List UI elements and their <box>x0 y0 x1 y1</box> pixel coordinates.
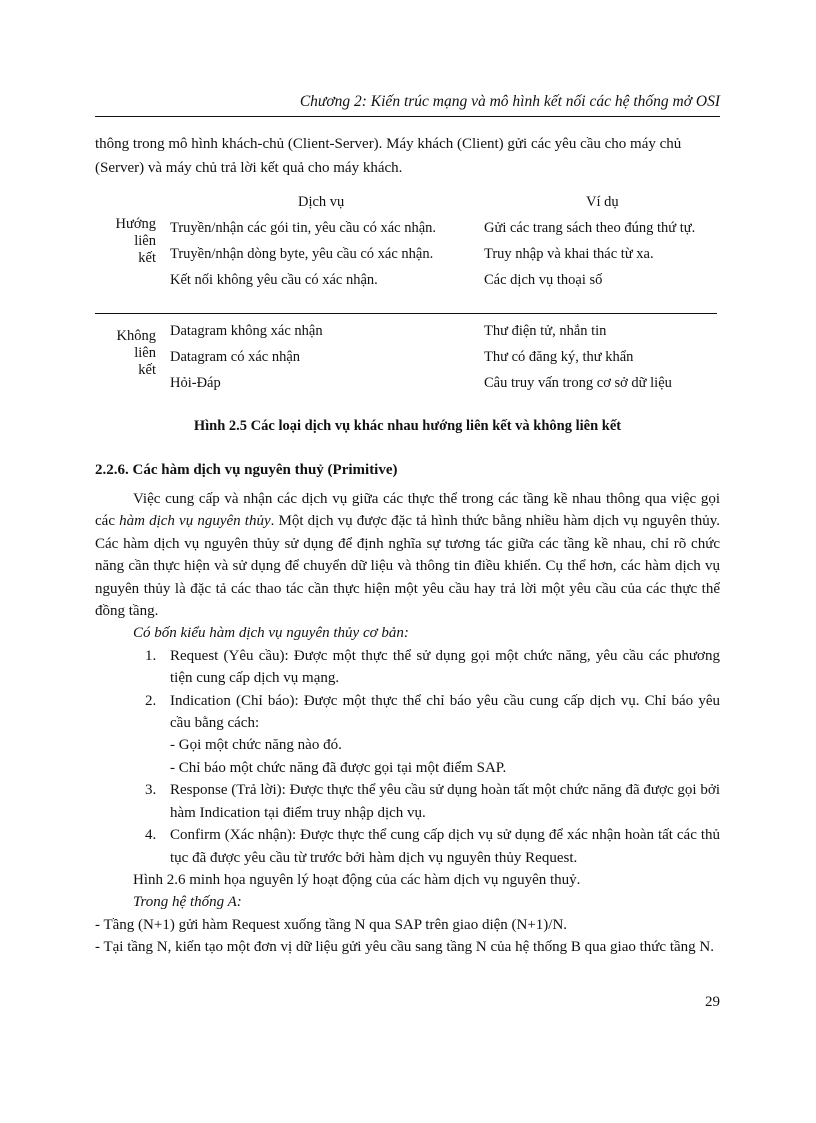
list-number: 2. <box>145 692 157 709</box>
step-text: - Tầng (N+1) gửi hàm Request xuống tầng N qua SAP trên giao diện (N+1)/N. <box>95 916 568 933</box>
group-label-line: Không <box>116 328 156 344</box>
page-number: 29 <box>705 994 720 1010</box>
section-heading: 2.2.6. Các hàm dịch vụ nguyên thuỷ (Primitive) <box>95 462 398 478</box>
column-header-example: Ví dụ <box>586 194 619 210</box>
header-rule <box>95 116 720 117</box>
group-label-connectionless <box>96 328 156 379</box>
intro-paragraph <box>95 132 720 180</box>
group-label-line: Hướng <box>115 216 156 232</box>
list-item <box>95 645 720 690</box>
kinds-intro: Có bốn kiểu hàm dịch vụ nguyên thủy cơ bản: <box>133 625 409 642</box>
group-label-line: kết <box>138 250 156 266</box>
list-item <box>95 690 720 735</box>
example-cell: Các dịch vụ thoại số <box>484 272 603 288</box>
group-label-connection-oriented <box>96 216 156 267</box>
group-label-line: kết <box>138 362 156 378</box>
sub-item: - Chỉ báo một chức năng đã được gọi tại một điểm SAP. <box>170 759 507 776</box>
figure-caption: Hình 2.5 Các loại dịch vụ khác nhau hướng liên kết và không liên kết <box>193 418 622 434</box>
list-item <box>95 824 720 869</box>
sub-item: - Gọi một chức năng nào đó. <box>170 737 342 754</box>
paragraph-text: Việc cung cấp và nhận các dịch vụ giữa các thực thể trong các tầng kề nhau thông qua việc gọi các <box>95 491 720 530</box>
example-cell: Câu truy vấn trong cơ sở dữ liệu <box>484 375 672 391</box>
column-header-service: Dịch vụ <box>298 194 345 210</box>
emphasis-term: hàm dịch vụ nguyên thủy <box>119 513 271 530</box>
service-cell: Hỏi-Đáp <box>170 375 221 391</box>
list-item-text: Request (Yêu cầu): Được một thực thể sử dụng gọi một chức năng, yêu cầu các phương tiện cung cấp dịch vụ mạng. <box>170 647 720 687</box>
list-item <box>95 779 720 824</box>
service-cell: Truyền/nhận các gói tin, yêu cầu có xác nhận. <box>170 220 437 236</box>
service-cell: Datagram không xác nhận <box>170 323 323 339</box>
intro-paragraph-primitives <box>95 488 720 622</box>
service-cell: Kết nối không yêu cầu có xác nhận. <box>170 272 378 288</box>
service-cell: Datagram có xác nhận <box>170 349 301 365</box>
system-a-heading: Trong hệ thống A: <box>133 894 242 911</box>
list-number: 1. <box>145 647 157 664</box>
list-number: 4. <box>145 827 157 844</box>
group-label-line: liên <box>134 345 156 361</box>
service-cell: Truyền/nhận dòng byte, yêu cầu có xác nhận. <box>170 246 434 262</box>
example-cell: Thư điện tử, nhắn tin <box>484 323 607 339</box>
list-item-text: Indication (Chỉ báo): Được một thực thể chỉ báo yêu cầu cung cấp dịch vụ. Chỉ báo yêu cầu bằng cách: <box>170 692 720 732</box>
intro-line-1: thông trong mô hình khách-chủ (Client-Server). Máy khách (Client) gửi các yêu cầu cho máy chủ <box>95 136 682 152</box>
paragraph-text: . Một dịch vụ được đặc tả hình thức bằng nhiều hàm dịch vụ nguyên thủy. Các hàm dịch vụ nguyên thủy sử dụng để định nghĩa sự tương tác giữa các tầng kề nhau, chỉ rõ chức năng cần thực hiện và sử dụng để chuyển dữ liệu và thông tin điều khiển. Cụ thể hơn, các hàm dịch vụ nguyên thủy là đặc tả các thao tác cần thực hiện một yêu cầu hay trả lời một yêu cầu của các thực thể đồng tầng. <box>95 513 720 620</box>
step-text: - Tại tầng N, kiến tạo một đơn vị dữ liệu gửi yêu cầu sang tầng N của hệ thống B qua giao thức tầng N. <box>95 939 714 956</box>
example-cell: Truy nhập và khai thác từ xa. <box>484 246 654 262</box>
list-item-text: Response (Trả lời): Được thực thể yêu cầu sử dụng hoàn tất một chức năng đã được gọi bởi hàm Indication tại điểm truy nhập dịch vụ. <box>170 782 720 821</box>
group-label-line: liên <box>134 233 156 249</box>
running-header-title: Chương 2: Kiến trúc mạng và mô hình kết nối các hệ thống mở OSI <box>299 93 720 110</box>
intro-line-2: (Server) và máy chủ trả lời kết quả cho máy khách. <box>95 160 403 176</box>
list-number: 3. <box>145 782 157 799</box>
table-divider <box>95 313 717 314</box>
example-cell: Thư có đăng ký, thư khẩn <box>484 349 634 365</box>
list-item-text: Confirm (Xác nhận): Được thực thể cung cấp dịch vụ sử dụng để xác nhận hoàn tất các thủ tục đã được yêu cầu từ trước bởi hàm dịch vụ nguyên thủy Request. <box>170 827 720 866</box>
example-cell: Gửi các trang sách theo đúng thứ tự. <box>484 220 696 236</box>
figure-reference: Hình 2.6 minh họa nguyên lý hoạt động của các hàm dịch vụ nguyên thuỷ. <box>133 871 581 888</box>
section-body <box>95 488 720 959</box>
